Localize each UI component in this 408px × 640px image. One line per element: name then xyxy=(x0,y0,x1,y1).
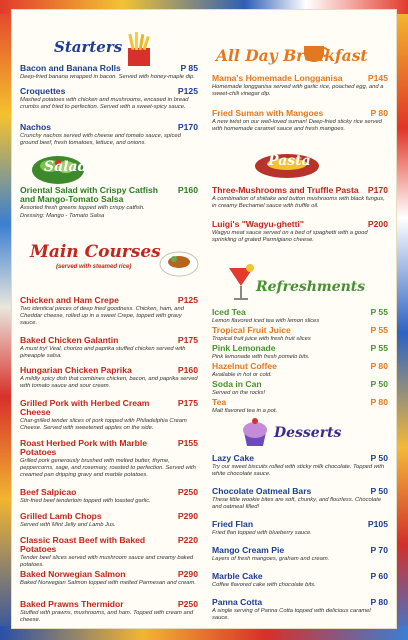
item-price: P125 xyxy=(177,295,198,305)
item-description: Served with Mint Jelly and Lamb Jus. xyxy=(20,522,116,529)
item-price: P175 xyxy=(177,335,198,345)
main-course-item xyxy=(20,399,198,432)
item-price: P145 xyxy=(367,73,388,83)
item-description: Two identical pieces of deep fried goodness. Chicken, ham, and Cheddar cheese, rolled up in a sweet Crepe, topped with gravy sauce. xyxy=(20,306,184,327)
item-price: P220 xyxy=(177,535,198,545)
item-name: Grilled Lamb Chops xyxy=(20,511,102,521)
item-description: Fried flan topped with blueberry sauce. xyxy=(212,530,312,537)
dessert-item xyxy=(212,454,388,478)
item-name: Mama's Homemade Longganisa xyxy=(212,73,343,83)
all-day-breakfast-title: All Day Breakfast xyxy=(216,46,368,65)
item-description: Available in hot or cold. xyxy=(212,372,272,379)
item-name: Classic Roast Beef with Baked Potatoes xyxy=(20,535,146,555)
item-name: Panna Cotta xyxy=(212,597,263,607)
item-name: Chocolate Oatmeal Bars xyxy=(212,486,312,496)
item-dressing: Dressing: Mango - Tomato Salsa xyxy=(20,213,105,220)
item-name: Soda in Can xyxy=(212,379,262,389)
item-description: Homemade longganisa served with garlic rice, poached egg, and a sweet-chili vinegar dip. xyxy=(212,84,384,98)
pasta-item xyxy=(212,220,388,244)
item-description: Crunchy nachos served with cheese and tomato sauce, spiced ground beef, fresh tomatoes, lettuce, and onions. xyxy=(20,133,181,147)
item-description: A mildly spicy dish that combines chicken, bacon, and paprika served with tomato sauce and sour cream. xyxy=(20,376,198,390)
item-name: Nachos xyxy=(20,122,52,132)
refreshment-item xyxy=(212,398,388,415)
item-price: P250 xyxy=(177,599,198,609)
refreshment-item xyxy=(212,380,388,397)
item-name: Hazelnut Coffee xyxy=(212,361,277,371)
salad-heading xyxy=(44,158,87,176)
item-name: Baked Norwegian Salmon xyxy=(20,569,126,579)
item-description: Grilled pork generously brushed with melted butter, thyme, peppercorns, sage, and rosemary, roasted to perfection. Served with creamed pan dripping gravy and marble potatoes. xyxy=(20,458,196,479)
cupcake-icon xyxy=(238,414,272,448)
item-description: Lemon flavored iced tea with lemon slices xyxy=(212,318,320,325)
item-name: Luigi's "Wagyu-ghetti" xyxy=(212,219,304,229)
item-price: P 80 xyxy=(370,597,388,607)
item-name: Beef Salpicao xyxy=(20,487,77,497)
main-course-item xyxy=(20,439,198,479)
item-description: A single serving of Panna Cotta topped with delicious caramel sauce. xyxy=(212,608,371,622)
item-price: P160 xyxy=(177,365,198,375)
item-description: Deep-fried banana wrapped in bacon. Served with honey-maple dip. xyxy=(20,74,195,81)
item-price: P 80 xyxy=(370,108,388,118)
item-name: Chicken and Ham Crepe xyxy=(20,295,119,305)
starters-heading xyxy=(54,38,122,57)
salad-title: Salad xyxy=(44,159,88,175)
item-price: P 50 xyxy=(370,379,388,389)
item-price: P155 xyxy=(177,438,198,448)
starter-item xyxy=(20,123,198,147)
item-name: Croquettes xyxy=(20,86,66,96)
dessert-item xyxy=(212,598,388,622)
item-price: P 55 xyxy=(370,325,388,335)
item-description: Wagyu meat sauce served on a bed of spaghetti with a good sprinkling of grated Parmigiano cheese. xyxy=(212,230,368,244)
refreshment-item xyxy=(212,308,388,325)
dessert-item xyxy=(212,572,388,589)
item-description: Mashed potatoes with chicken and mushrooms, encased in bread crumbs and fried to perfection. Served with a sweet-spicy sauce. xyxy=(20,97,189,111)
starter-item xyxy=(20,87,198,111)
item-name: Lazy Cake xyxy=(212,453,255,463)
item-price: P 55 xyxy=(370,307,388,317)
dessert-item xyxy=(212,546,388,563)
item-price: P 60 xyxy=(370,571,388,581)
item-price: P290 xyxy=(177,569,198,579)
item-description: Stuffed with prawns, mushrooms, and ham. Topped with cream and cheese. xyxy=(20,610,194,624)
main-course-item xyxy=(20,570,198,587)
item-description: Stir-fried beef tenderloin topped with toasted garlic. xyxy=(20,498,151,505)
item-price: P175 xyxy=(177,398,198,408)
desserts-title: Desserts xyxy=(274,425,342,441)
item-description: Baked Norwegian Salmon topped with melted Parmesan and cream. xyxy=(20,580,196,587)
item-description: Served on the rocks! xyxy=(212,390,266,397)
item-price: P 50 xyxy=(370,486,388,496)
item-price: P 80 xyxy=(370,361,388,371)
item-description: Coffee flavored cake with chocolate bits. xyxy=(212,582,316,589)
item-description: A new twist on our well-loved suman! Deep-fried sticky rice served with homemade caramel sauce and fresh mangoes. xyxy=(212,119,382,133)
item-price: P250 xyxy=(177,487,198,497)
salad-item xyxy=(20,186,198,220)
item-price: P125 xyxy=(177,86,198,96)
main-course-item xyxy=(20,536,198,569)
item-price: P 50 xyxy=(370,453,388,463)
pasta-title: Pasta xyxy=(268,153,311,169)
main-course-item xyxy=(20,488,198,505)
main-course-item xyxy=(20,366,198,390)
main-course-item xyxy=(20,600,198,624)
all-day-breakfast-heading xyxy=(216,46,368,66)
item-description: These little wookie bites are soft, chunky, and flourless. Chocolate and oatmeal filled! xyxy=(212,497,382,511)
item-price: P170 xyxy=(367,185,388,195)
item-price: P290 xyxy=(177,511,198,521)
main-course-item xyxy=(20,296,198,327)
main-courses-heading xyxy=(30,242,161,270)
item-price: P 85 xyxy=(180,63,198,73)
item-description: A must try! Veal, chorizo and paprika stuffed chicken served with pineapple salsa. xyxy=(20,346,186,360)
item-price: P 80 xyxy=(370,397,388,407)
item-name: Mango Cream Pie xyxy=(212,545,285,555)
item-price: P200 xyxy=(367,219,388,229)
item-price: P160 xyxy=(177,185,198,195)
refreshment-item xyxy=(212,344,388,361)
starter-item xyxy=(20,64,198,81)
dessert-item xyxy=(212,520,388,537)
pasta-item xyxy=(212,186,388,210)
item-description: Pink lemonade with fresh pomelo bits. xyxy=(212,354,310,361)
item-name: Hungarian Chicken Paprika xyxy=(20,365,132,375)
item-name: Oriental Salad with Crispy Catfish and Mango-Tomato Salsa xyxy=(20,185,159,205)
item-name: Three-Mushrooms and Truffle Pasta xyxy=(212,185,359,195)
item-name: Fried Suman with Mangoes xyxy=(212,108,324,118)
cocktail-glass-icon xyxy=(226,262,256,306)
item-description: Malt flavored tea in a pot. xyxy=(212,408,278,415)
item-description: Tropical fruit juice with fresh fruit slices xyxy=(212,336,311,343)
item-name: Pink Lemonade xyxy=(212,343,276,353)
item-name: Baked Chicken Galantin xyxy=(20,335,119,345)
item-description: Tender beef slices served with mushroom sauce and creamy baked potatoes. xyxy=(20,555,194,569)
starters-title: Starters xyxy=(54,38,123,56)
refreshments-title: Refreshments xyxy=(256,279,366,295)
main-course-item xyxy=(20,512,198,529)
desserts-heading xyxy=(274,424,341,442)
item-name: Roast Herbed Pork with Marble Potatoes xyxy=(20,438,148,458)
breakfast-item xyxy=(212,74,388,98)
dessert-item xyxy=(212,487,388,511)
item-name: Grilled Pork with Herbed Cream Cheese xyxy=(20,398,150,418)
main-courses-title: Main Courses xyxy=(30,242,161,262)
item-description: Layers of fresh mangoes, graham and cream. xyxy=(212,556,330,563)
item-description: Char-grilled tender slices of pork topped with Philadelphia Cream Cheese. Served with sweetened apples on the side. xyxy=(20,418,187,432)
item-description: A combination of shiitake and button mushrooms with black fungus, in creamy Bechamel sauce with truffle oil. xyxy=(212,196,385,210)
item-name: Tropical Fruit Juice xyxy=(212,325,291,335)
plate-icon xyxy=(158,242,200,280)
item-price: P 70 xyxy=(370,545,388,555)
item-price: P105 xyxy=(367,519,388,529)
item-name: Iced Tea xyxy=(212,307,246,317)
menu-page xyxy=(12,10,396,628)
refreshment-item xyxy=(212,326,388,343)
item-price: P 55 xyxy=(370,343,388,353)
item-description: Try our sweet biscuits rolled with sticky milk chocolate. Topped with white chocolate sauce. xyxy=(212,464,385,478)
item-name: Marble Cake xyxy=(212,571,263,581)
item-name: Tea xyxy=(212,397,227,407)
main-course-item xyxy=(20,336,198,360)
refreshment-item xyxy=(212,362,388,379)
item-description: Assorted fresh greens topped with crispy catfish. xyxy=(20,205,145,212)
breakfast-item xyxy=(212,109,388,133)
main-courses-subtitle: (served with steamed rice) xyxy=(56,264,132,270)
refreshments-heading xyxy=(256,278,365,296)
item-name: Fried Flan xyxy=(212,519,254,529)
item-name: Bacon and Banana Rolls xyxy=(20,63,121,73)
pasta-heading xyxy=(268,152,311,170)
item-name: Baked Prawns Thermidor xyxy=(20,599,124,609)
item-price: P170 xyxy=(177,122,198,132)
